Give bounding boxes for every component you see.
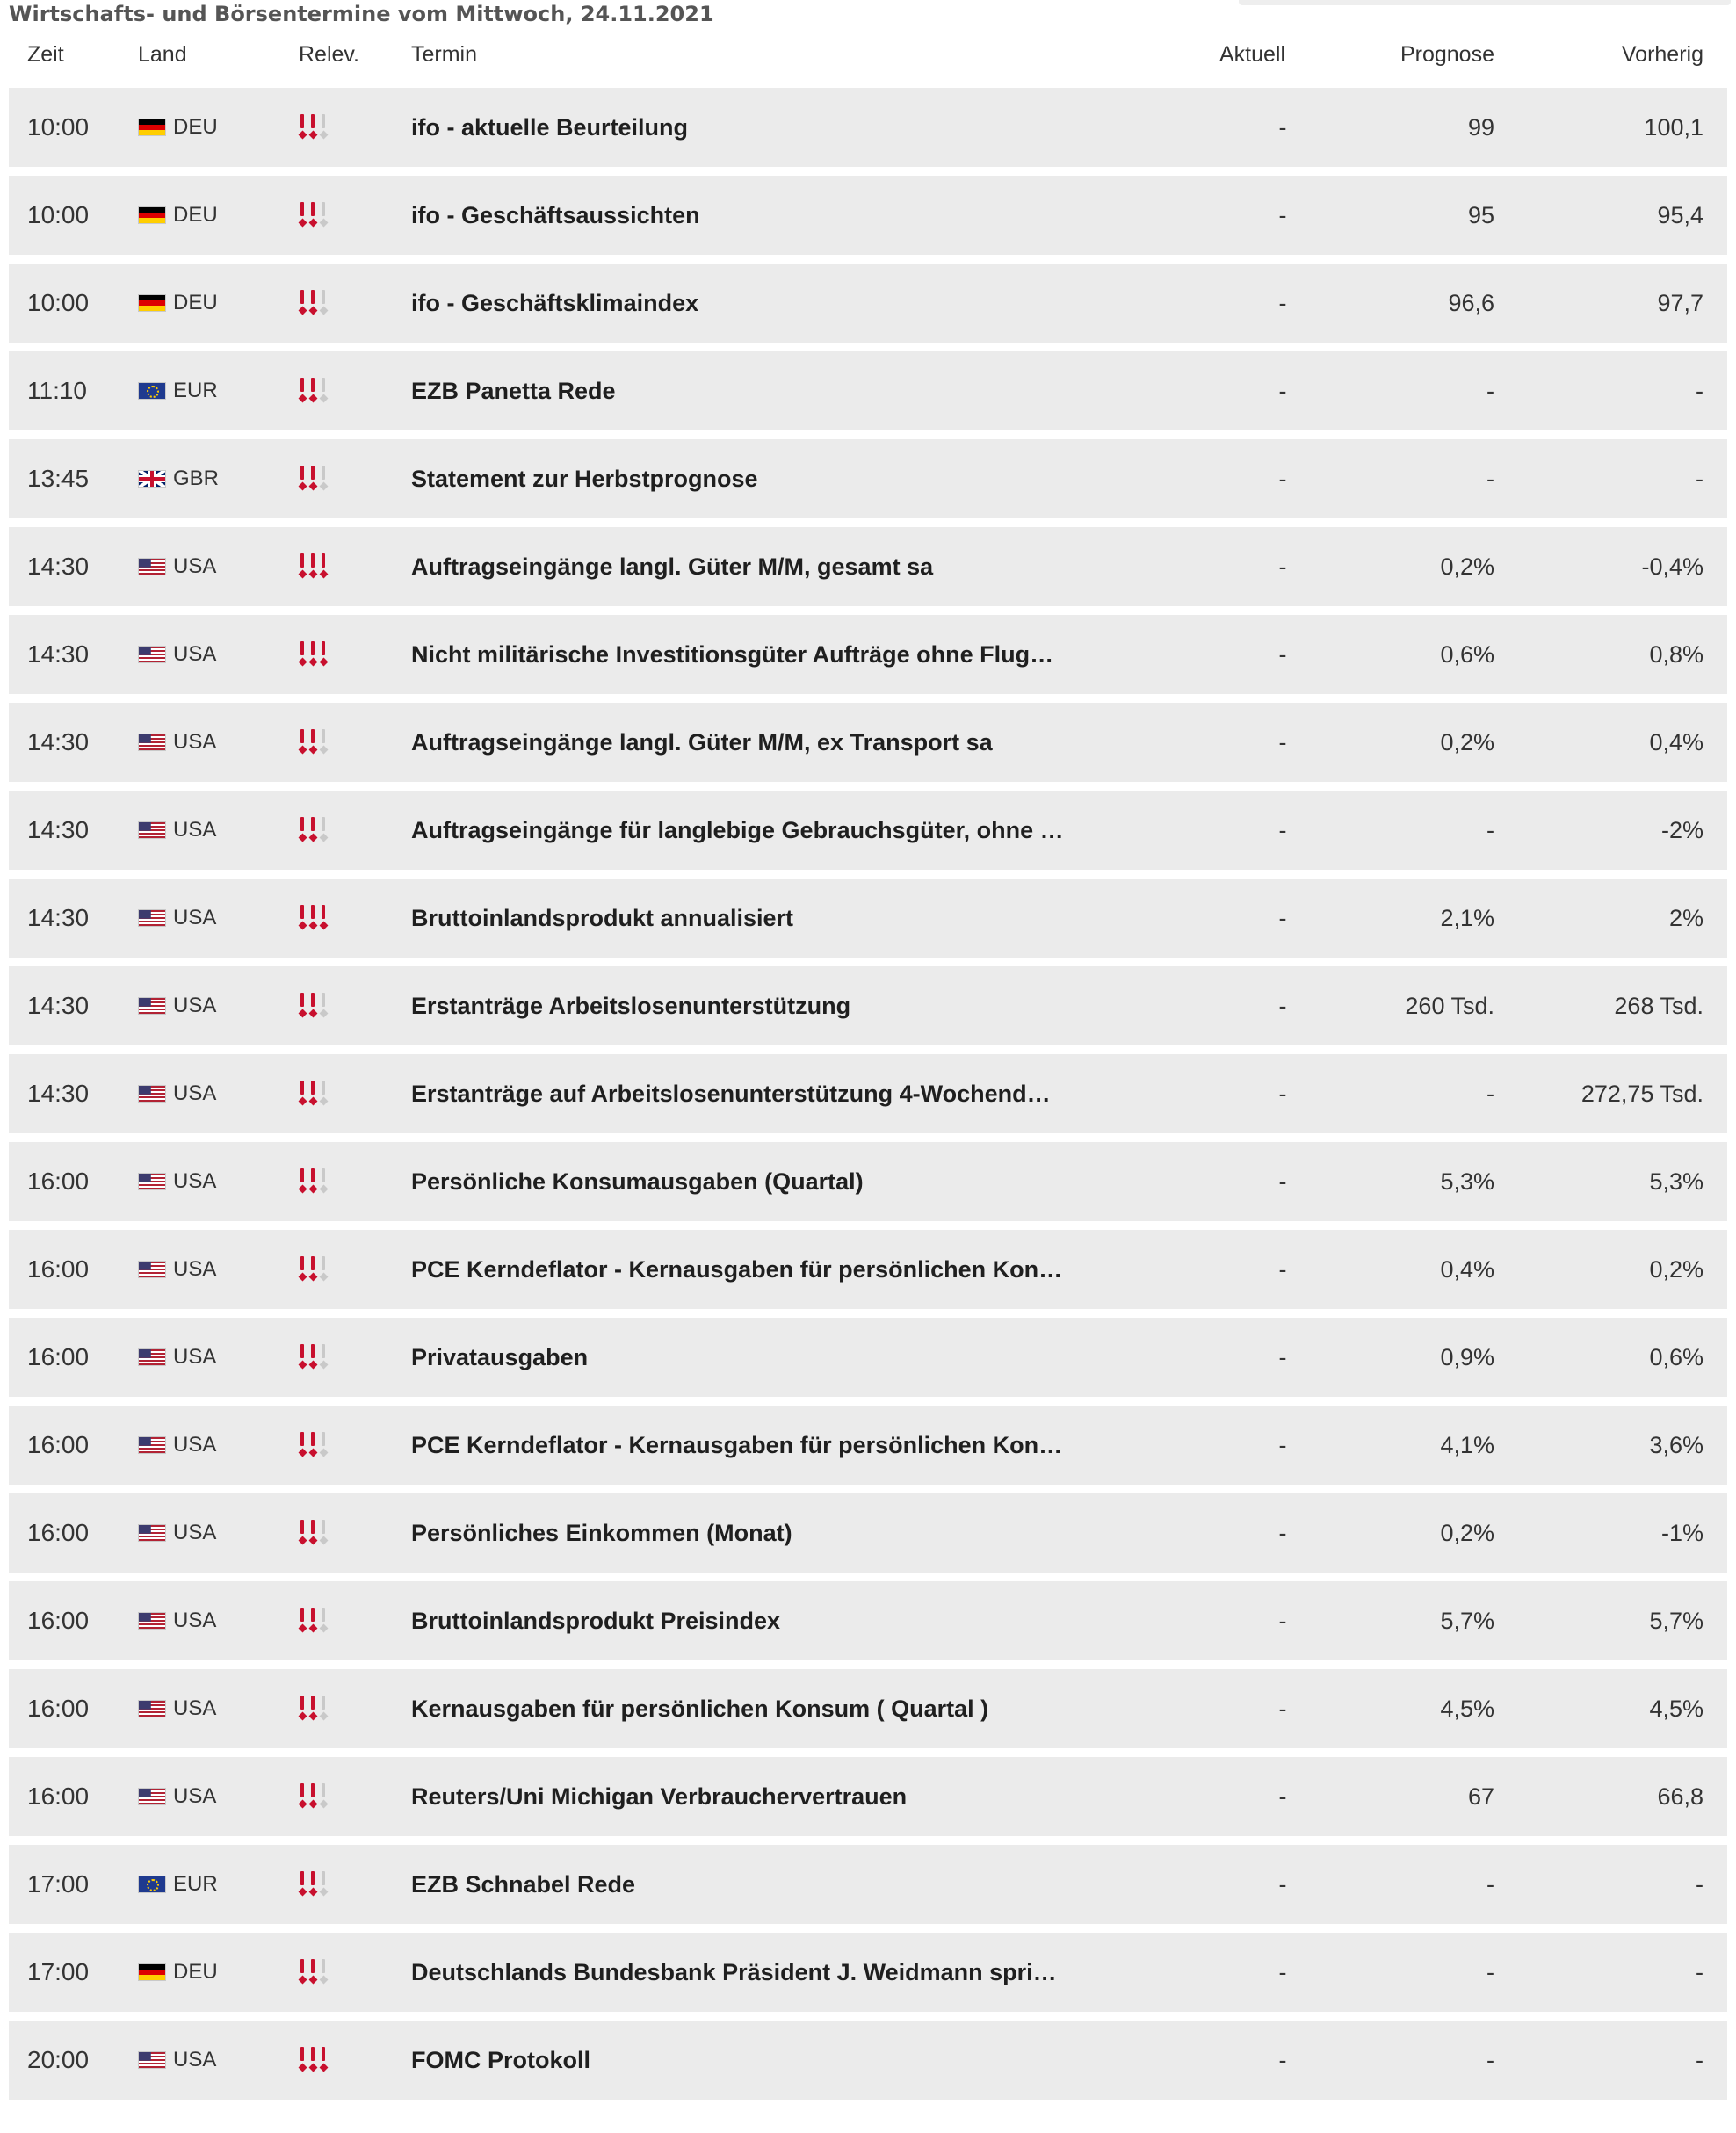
event-previous: -	[1696, 378, 1703, 404]
relevance-exclamation-icon	[320, 1871, 327, 1898]
relevance-exclamation-icon	[299, 1520, 306, 1546]
relevance-exclamation-icon	[309, 993, 316, 1019]
relevance-exclamation-icon	[299, 993, 306, 1019]
event-time: 14:30	[27, 728, 90, 756]
event-time: 16:00	[27, 1695, 90, 1722]
table-row[interactable]	[9, 1845, 1727, 1924]
event-country: USA	[173, 730, 217, 754]
event-country: USA	[173, 642, 217, 666]
event-country: USA	[173, 1521, 217, 1544]
event-country: USA	[173, 2048, 217, 2072]
relevance-exclamation-icon	[299, 114, 306, 141]
event-previous: 2%	[1668, 905, 1703, 931]
event-time: 10:00	[27, 289, 90, 316]
table-row[interactable]	[9, 2021, 1727, 2100]
relevance-exclamation-icon	[309, 553, 316, 580]
event-previous: -	[1696, 1871, 1703, 1898]
event-country: USA	[173, 994, 217, 1017]
event-previous: 3,6%	[1649, 1432, 1703, 1458]
relevance-indicator	[299, 1256, 337, 1283]
relevance-indicator	[299, 2047, 337, 2073]
event-country: USA	[173, 818, 217, 842]
event-previous: 95,4	[1657, 202, 1703, 228]
relevance-exclamation-icon	[309, 114, 316, 141]
event-actual: -	[1278, 1520, 1287, 1546]
table-row[interactable]	[9, 1142, 1727, 1221]
event-actual: -	[1278, 378, 1287, 404]
relevance-exclamation-icon	[320, 1168, 327, 1195]
event-term[interactable]: PCE Kerndeflator - Kernausgaben für persönlichen Kon…	[411, 1432, 1063, 1458]
event-term[interactable]: EZB Panetta Rede	[411, 378, 616, 404]
relevance-exclamation-icon	[309, 1959, 316, 1985]
event-country: DEU	[173, 115, 218, 139]
relevance-exclamation-icon	[309, 1432, 316, 1458]
relevance-indicator	[299, 817, 337, 843]
event-term[interactable]: ifo - aktuelle Beurteilung	[411, 114, 689, 141]
relevance-exclamation-icon	[320, 1344, 327, 1370]
flag-gbr-icon	[138, 470, 166, 488]
relevance-indicator	[299, 1696, 337, 1722]
event-previous: 272,75 Tsd.	[1580, 1081, 1703, 1107]
event-time: 14:30	[27, 904, 90, 931]
event-term[interactable]: FOMC Protokoll	[411, 2047, 590, 2073]
event-term[interactable]: ifo - Geschäftsaussichten	[411, 202, 700, 228]
relevance-exclamation-icon	[320, 1432, 327, 1458]
table-row[interactable]	[9, 439, 1727, 518]
event-actual: -	[1278, 1344, 1287, 1370]
relevance-exclamation-icon	[309, 290, 316, 316]
flag-usa-icon	[138, 734, 166, 751]
relevance-exclamation-icon	[309, 1783, 316, 1810]
relevance-exclamation-icon	[320, 1081, 327, 1107]
top-scroll-area	[1239, 0, 1731, 5]
event-term[interactable]: Nicht militärische Investitionsgüter Aufträge ohne Flug…	[411, 641, 1054, 668]
table-row[interactable]	[9, 615, 1727, 694]
event-time: 14:30	[27, 553, 90, 580]
event-time: 16:00	[27, 1255, 90, 1283]
event-actual: -	[1278, 729, 1287, 756]
relevance-exclamation-icon	[309, 2047, 316, 2073]
event-time: 16:00	[27, 1168, 90, 1195]
relevance-exclamation-icon	[299, 1432, 306, 1458]
relevance-indicator	[299, 1432, 337, 1458]
table-header	[9, 42, 1727, 72]
event-previous: 4,5%	[1649, 1696, 1703, 1722]
relevance-exclamation-icon	[309, 1871, 316, 1898]
event-forecast: 2,1%	[1440, 905, 1494, 931]
event-previous: 0,4%	[1649, 729, 1703, 756]
event-time: 20:00	[27, 2046, 90, 2073]
column-header-country[interactable]: Land	[138, 42, 187, 67]
relevance-exclamation-icon	[309, 641, 316, 668]
event-term[interactable]: Statement zur Herbstprognose	[411, 466, 758, 492]
event-term[interactable]: EZB Schnabel Rede	[411, 1871, 636, 1898]
relevance-exclamation-icon	[309, 1520, 316, 1546]
event-previous: 5,3%	[1649, 1168, 1703, 1195]
table-row[interactable]	[9, 264, 1727, 343]
event-forecast: 4,5%	[1440, 1696, 1494, 1722]
event-actual: -	[1278, 1081, 1287, 1107]
event-country: USA	[173, 1169, 217, 1193]
event-forecast: 0,2%	[1440, 729, 1494, 756]
event-forecast: -	[1486, 1959, 1494, 1985]
event-term[interactable]: ifo - Geschäftsklimaindex	[411, 290, 699, 316]
event-forecast: -	[1486, 1081, 1494, 1107]
relevance-exclamation-icon	[320, 1696, 327, 1722]
relevance-exclamation-icon	[299, 1081, 306, 1107]
event-actual: -	[1278, 1871, 1287, 1898]
relevance-exclamation-icon	[320, 290, 327, 316]
event-country: GBR	[173, 466, 220, 490]
column-header-relevance[interactable]: Relev.	[299, 42, 360, 67]
flag-usa-icon	[138, 1524, 166, 1542]
relevance-exclamation-icon	[320, 553, 327, 580]
event-term[interactable]: Persönliches Einkommen (Monat)	[411, 1520, 792, 1546]
column-header-forecast[interactable]: Prognose	[1400, 42, 1494, 67]
event-term[interactable]: Auftragseingänge für langlebige Gebrauchsgüter, ohne …	[411, 817, 1064, 843]
relevance-exclamation-icon	[320, 641, 327, 668]
event-previous: 0,8%	[1649, 641, 1703, 668]
relevance-indicator	[299, 1783, 337, 1810]
table-row[interactable]	[9, 351, 1727, 430]
relevance-exclamation-icon	[309, 202, 316, 228]
event-term[interactable]: Erstanträge Arbeitslosenunterstützung	[411, 993, 851, 1019]
relevance-exclamation-icon	[299, 641, 306, 668]
relevance-exclamation-icon	[299, 202, 306, 228]
event-time: 14:30	[27, 816, 90, 843]
event-time: 14:30	[27, 992, 90, 1019]
relevance-exclamation-icon	[320, 2047, 327, 2073]
relevance-exclamation-icon	[309, 1081, 316, 1107]
flag-deu-icon	[138, 294, 166, 312]
flag-usa-icon	[138, 1700, 166, 1717]
event-country: USA	[173, 1257, 217, 1281]
relevance-exclamation-icon	[320, 905, 327, 931]
event-forecast: 96,6	[1448, 290, 1494, 316]
event-previous: -2%	[1660, 817, 1703, 843]
event-actual: -	[1278, 553, 1287, 580]
event-country: USA	[173, 1696, 217, 1720]
table-row[interactable]	[9, 1406, 1727, 1485]
relevance-indicator	[299, 290, 337, 316]
flag-deu-icon	[138, 1963, 166, 1981]
event-term[interactable]: Kernausgaben für persönlichen Konsum ( Quartal )	[411, 1696, 989, 1722]
event-actual: -	[1278, 993, 1287, 1019]
table-row[interactable]	[9, 1054, 1727, 1133]
relevance-exclamation-icon	[299, 290, 306, 316]
event-previous: 100,1	[1644, 114, 1703, 141]
event-previous: -	[1696, 466, 1703, 492]
relevance-exclamation-icon	[320, 114, 327, 141]
event-previous: 0,2%	[1649, 1256, 1703, 1283]
event-country: DEU	[173, 203, 218, 227]
relevance-indicator	[299, 202, 337, 228]
relevance-exclamation-icon	[299, 466, 306, 492]
event-time: 16:00	[27, 1519, 90, 1546]
flag-usa-icon	[138, 1788, 166, 1805]
event-forecast: -	[1486, 1871, 1494, 1898]
relevance-exclamation-icon	[299, 378, 306, 404]
table-row[interactable]	[9, 1757, 1727, 1836]
event-forecast: 95	[1467, 202, 1494, 228]
relevance-exclamation-icon	[299, 1168, 306, 1195]
event-previous: 268 Tsd.	[1614, 993, 1703, 1019]
event-forecast: 260 Tsd.	[1405, 993, 1494, 1019]
event-term[interactable]: Deutschlands Bundesbank Präsident J. Weidmann spri…	[411, 1959, 1057, 1985]
event-country: USA	[173, 1081, 217, 1105]
table-row[interactable]	[9, 1493, 1727, 1573]
event-actual: -	[1278, 1783, 1287, 1810]
event-forecast: 67	[1467, 1783, 1494, 1810]
relevance-indicator	[299, 1871, 337, 1898]
relevance-exclamation-icon	[320, 378, 327, 404]
relevance-exclamation-icon	[320, 817, 327, 843]
event-forecast: 0,2%	[1440, 1520, 1494, 1546]
event-time: 17:00	[27, 1958, 90, 1985]
flag-usa-icon	[138, 997, 166, 1015]
flag-usa-icon	[138, 1173, 166, 1190]
relevance-indicator	[299, 1168, 337, 1195]
event-term[interactable]: Persönliche Konsumausgaben (Quartal)	[411, 1168, 864, 1195]
relevance-exclamation-icon	[320, 729, 327, 756]
relevance-indicator	[299, 993, 337, 1019]
flag-deu-icon	[138, 206, 166, 224]
event-previous: -0,4%	[1641, 553, 1703, 580]
event-actual: -	[1278, 1608, 1287, 1634]
relevance-exclamation-icon	[299, 1608, 306, 1634]
relevance-indicator	[299, 1520, 337, 1546]
event-actual: -	[1278, 2047, 1287, 2073]
flag-eur-icon	[138, 382, 166, 400]
event-actual: -	[1278, 1432, 1287, 1458]
event-time: 16:00	[27, 1607, 90, 1634]
relevance-indicator	[299, 905, 337, 931]
flag-usa-icon	[138, 646, 166, 663]
event-actual: -	[1278, 466, 1287, 492]
event-previous: 5,7%	[1649, 1608, 1703, 1634]
event-country: USA	[173, 554, 217, 578]
event-forecast: 4,1%	[1440, 1432, 1494, 1458]
event-actual: -	[1278, 1696, 1287, 1722]
relevance-exclamation-icon	[299, 817, 306, 843]
event-forecast: 0,6%	[1440, 641, 1494, 668]
relevance-indicator	[299, 729, 337, 756]
relevance-exclamation-icon	[320, 1959, 327, 1985]
event-term[interactable]: Privatausgaben	[411, 1344, 589, 1370]
event-previous: -	[1696, 1959, 1703, 1985]
event-country: USA	[173, 1433, 217, 1457]
event-time: 13:45	[27, 465, 90, 492]
relevance-exclamation-icon	[299, 1783, 306, 1810]
event-time: 16:00	[27, 1782, 90, 1810]
event-country: USA	[173, 906, 217, 929]
relevance-exclamation-icon	[309, 729, 316, 756]
event-term[interactable]: Erstanträge auf Arbeitslosenunterstützung 4-Wochend…	[411, 1081, 1051, 1107]
event-time: 10:00	[27, 113, 90, 141]
table-row[interactable]	[9, 1669, 1727, 1748]
relevance-exclamation-icon	[299, 1344, 306, 1370]
event-forecast: 0,4%	[1440, 1256, 1494, 1283]
events-table	[9, 88, 1727, 2108]
relevance-exclamation-icon	[309, 1256, 316, 1283]
relevance-exclamation-icon	[299, 1959, 306, 1985]
event-time: 16:00	[27, 1431, 90, 1458]
relevance-exclamation-icon	[320, 202, 327, 228]
table-row[interactable]	[9, 1581, 1727, 1660]
relevance-indicator	[299, 1959, 337, 1985]
flag-usa-icon	[138, 1261, 166, 1278]
event-forecast: 0,9%	[1440, 1344, 1494, 1370]
event-term[interactable]: Auftragseingänge langl. Güter M/M, gesamt sa	[411, 553, 934, 580]
event-previous: 97,7	[1657, 290, 1703, 316]
relevance-indicator	[299, 1344, 337, 1370]
event-term[interactable]: Reuters/Uni Michigan Verbrauchervertrauen	[411, 1783, 908, 1810]
relevance-exclamation-icon	[299, 905, 306, 931]
event-country: DEU	[173, 1960, 218, 1984]
relevance-indicator	[299, 114, 337, 141]
event-previous: -1%	[1660, 1520, 1703, 1546]
relevance-exclamation-icon	[309, 817, 316, 843]
event-forecast: -	[1486, 466, 1494, 492]
event-actual: -	[1278, 114, 1287, 141]
event-time: 14:30	[27, 1080, 90, 1107]
event-term[interactable]: Bruttoinlandsprodukt annualisiert	[411, 905, 794, 931]
relevance-exclamation-icon	[320, 466, 327, 492]
relevance-exclamation-icon	[309, 1608, 316, 1634]
event-forecast: 5,3%	[1440, 1168, 1494, 1195]
event-forecast: 0,2%	[1440, 553, 1494, 580]
event-term[interactable]: Bruttoinlandsprodukt Preisindex	[411, 1608, 781, 1634]
event-actual: -	[1278, 641, 1287, 668]
flag-usa-icon	[138, 1085, 166, 1103]
event-time: 11:10	[27, 377, 87, 404]
relevance-exclamation-icon	[309, 1344, 316, 1370]
column-header-term[interactable]: Termin	[411, 42, 478, 67]
event-actual: -	[1278, 817, 1287, 843]
relevance-exclamation-icon	[299, 1696, 306, 1722]
event-actual: -	[1278, 1256, 1287, 1283]
flag-usa-icon	[138, 1348, 166, 1366]
event-forecast: -	[1486, 378, 1494, 404]
table-row[interactable]	[9, 527, 1727, 606]
relevance-exclamation-icon	[320, 1256, 327, 1283]
event-previous: 0,6%	[1649, 1344, 1703, 1370]
table-row[interactable]	[9, 1230, 1727, 1309]
event-country: EUR	[173, 379, 218, 402]
flag-usa-icon	[138, 821, 166, 839]
relevance-exclamation-icon	[320, 1608, 327, 1634]
relevance-exclamation-icon	[309, 466, 316, 492]
relevance-indicator	[299, 641, 337, 668]
flag-deu-icon	[138, 119, 166, 136]
table-row[interactable]	[9, 791, 1727, 870]
column-header-time[interactable]: Zeit	[27, 42, 64, 67]
event-actual: -	[1278, 1168, 1287, 1195]
table-row[interactable]	[9, 966, 1727, 1045]
flag-usa-icon	[138, 909, 166, 927]
event-previous: 66,8	[1657, 1783, 1703, 1810]
relevance-exclamation-icon	[320, 1520, 327, 1546]
relevance-indicator	[299, 378, 337, 404]
event-time: 10:00	[27, 201, 90, 228]
relevance-indicator	[299, 466, 337, 492]
event-country: USA	[173, 1609, 217, 1632]
relevance-indicator	[299, 1081, 337, 1107]
event-previous: -	[1696, 2047, 1703, 2073]
event-time: 14:30	[27, 640, 90, 668]
table-row[interactable]	[9, 88, 1727, 167]
event-time: 16:00	[27, 1343, 90, 1370]
relevance-exclamation-icon	[299, 2047, 306, 2073]
page-title: Wirtschafts- und Börsentermine vom Mittwoch, 24.11.2021	[9, 2, 714, 26]
relevance-exclamation-icon	[309, 1696, 316, 1722]
event-actual: -	[1278, 290, 1287, 316]
relevance-exclamation-icon	[309, 378, 316, 404]
relevance-exclamation-icon	[309, 1168, 316, 1195]
event-country: EUR	[173, 1872, 218, 1896]
table-row[interactable]	[9, 879, 1727, 958]
event-country: USA	[173, 1784, 217, 1808]
event-forecast: 5,7%	[1440, 1608, 1494, 1634]
event-forecast: -	[1486, 817, 1494, 843]
column-header-actual[interactable]: Aktuell	[1219, 42, 1286, 67]
relevance-exclamation-icon	[299, 729, 306, 756]
event-actual: -	[1278, 905, 1287, 931]
flag-usa-icon	[138, 2051, 166, 2069]
relevance-indicator	[299, 553, 337, 580]
relevance-exclamation-icon	[299, 1256, 306, 1283]
flag-eur-icon	[138, 1876, 166, 1893]
relevance-exclamation-icon	[320, 993, 327, 1019]
event-term[interactable]: PCE Kerndeflator - Kernausgaben für persönlichen Kon…	[411, 1256, 1063, 1283]
relevance-exclamation-icon	[299, 1871, 306, 1898]
flag-usa-icon	[138, 1436, 166, 1454]
event-forecast: 99	[1467, 114, 1494, 141]
event-term[interactable]: Auftragseingänge langl. Güter M/M, ex Transport sa	[411, 729, 993, 756]
table-row[interactable]	[9, 1933, 1727, 2012]
event-country: DEU	[173, 291, 218, 315]
relevance-exclamation-icon	[299, 553, 306, 580]
relevance-indicator	[299, 1608, 337, 1634]
event-actual: -	[1278, 202, 1287, 228]
table-row[interactable]	[9, 703, 1727, 782]
table-row[interactable]	[9, 1318, 1727, 1397]
event-country: USA	[173, 1345, 217, 1369]
event-time: 17:00	[27, 1870, 90, 1898]
column-header-previous[interactable]: Vorherig	[1621, 42, 1703, 67]
flag-usa-icon	[138, 558, 166, 575]
flag-usa-icon	[138, 1612, 166, 1630]
event-forecast: -	[1486, 2047, 1494, 2073]
relevance-exclamation-icon	[320, 1783, 327, 1810]
table-row[interactable]	[9, 176, 1727, 255]
relevance-exclamation-icon	[309, 905, 316, 931]
event-actual: -	[1278, 1959, 1287, 1985]
